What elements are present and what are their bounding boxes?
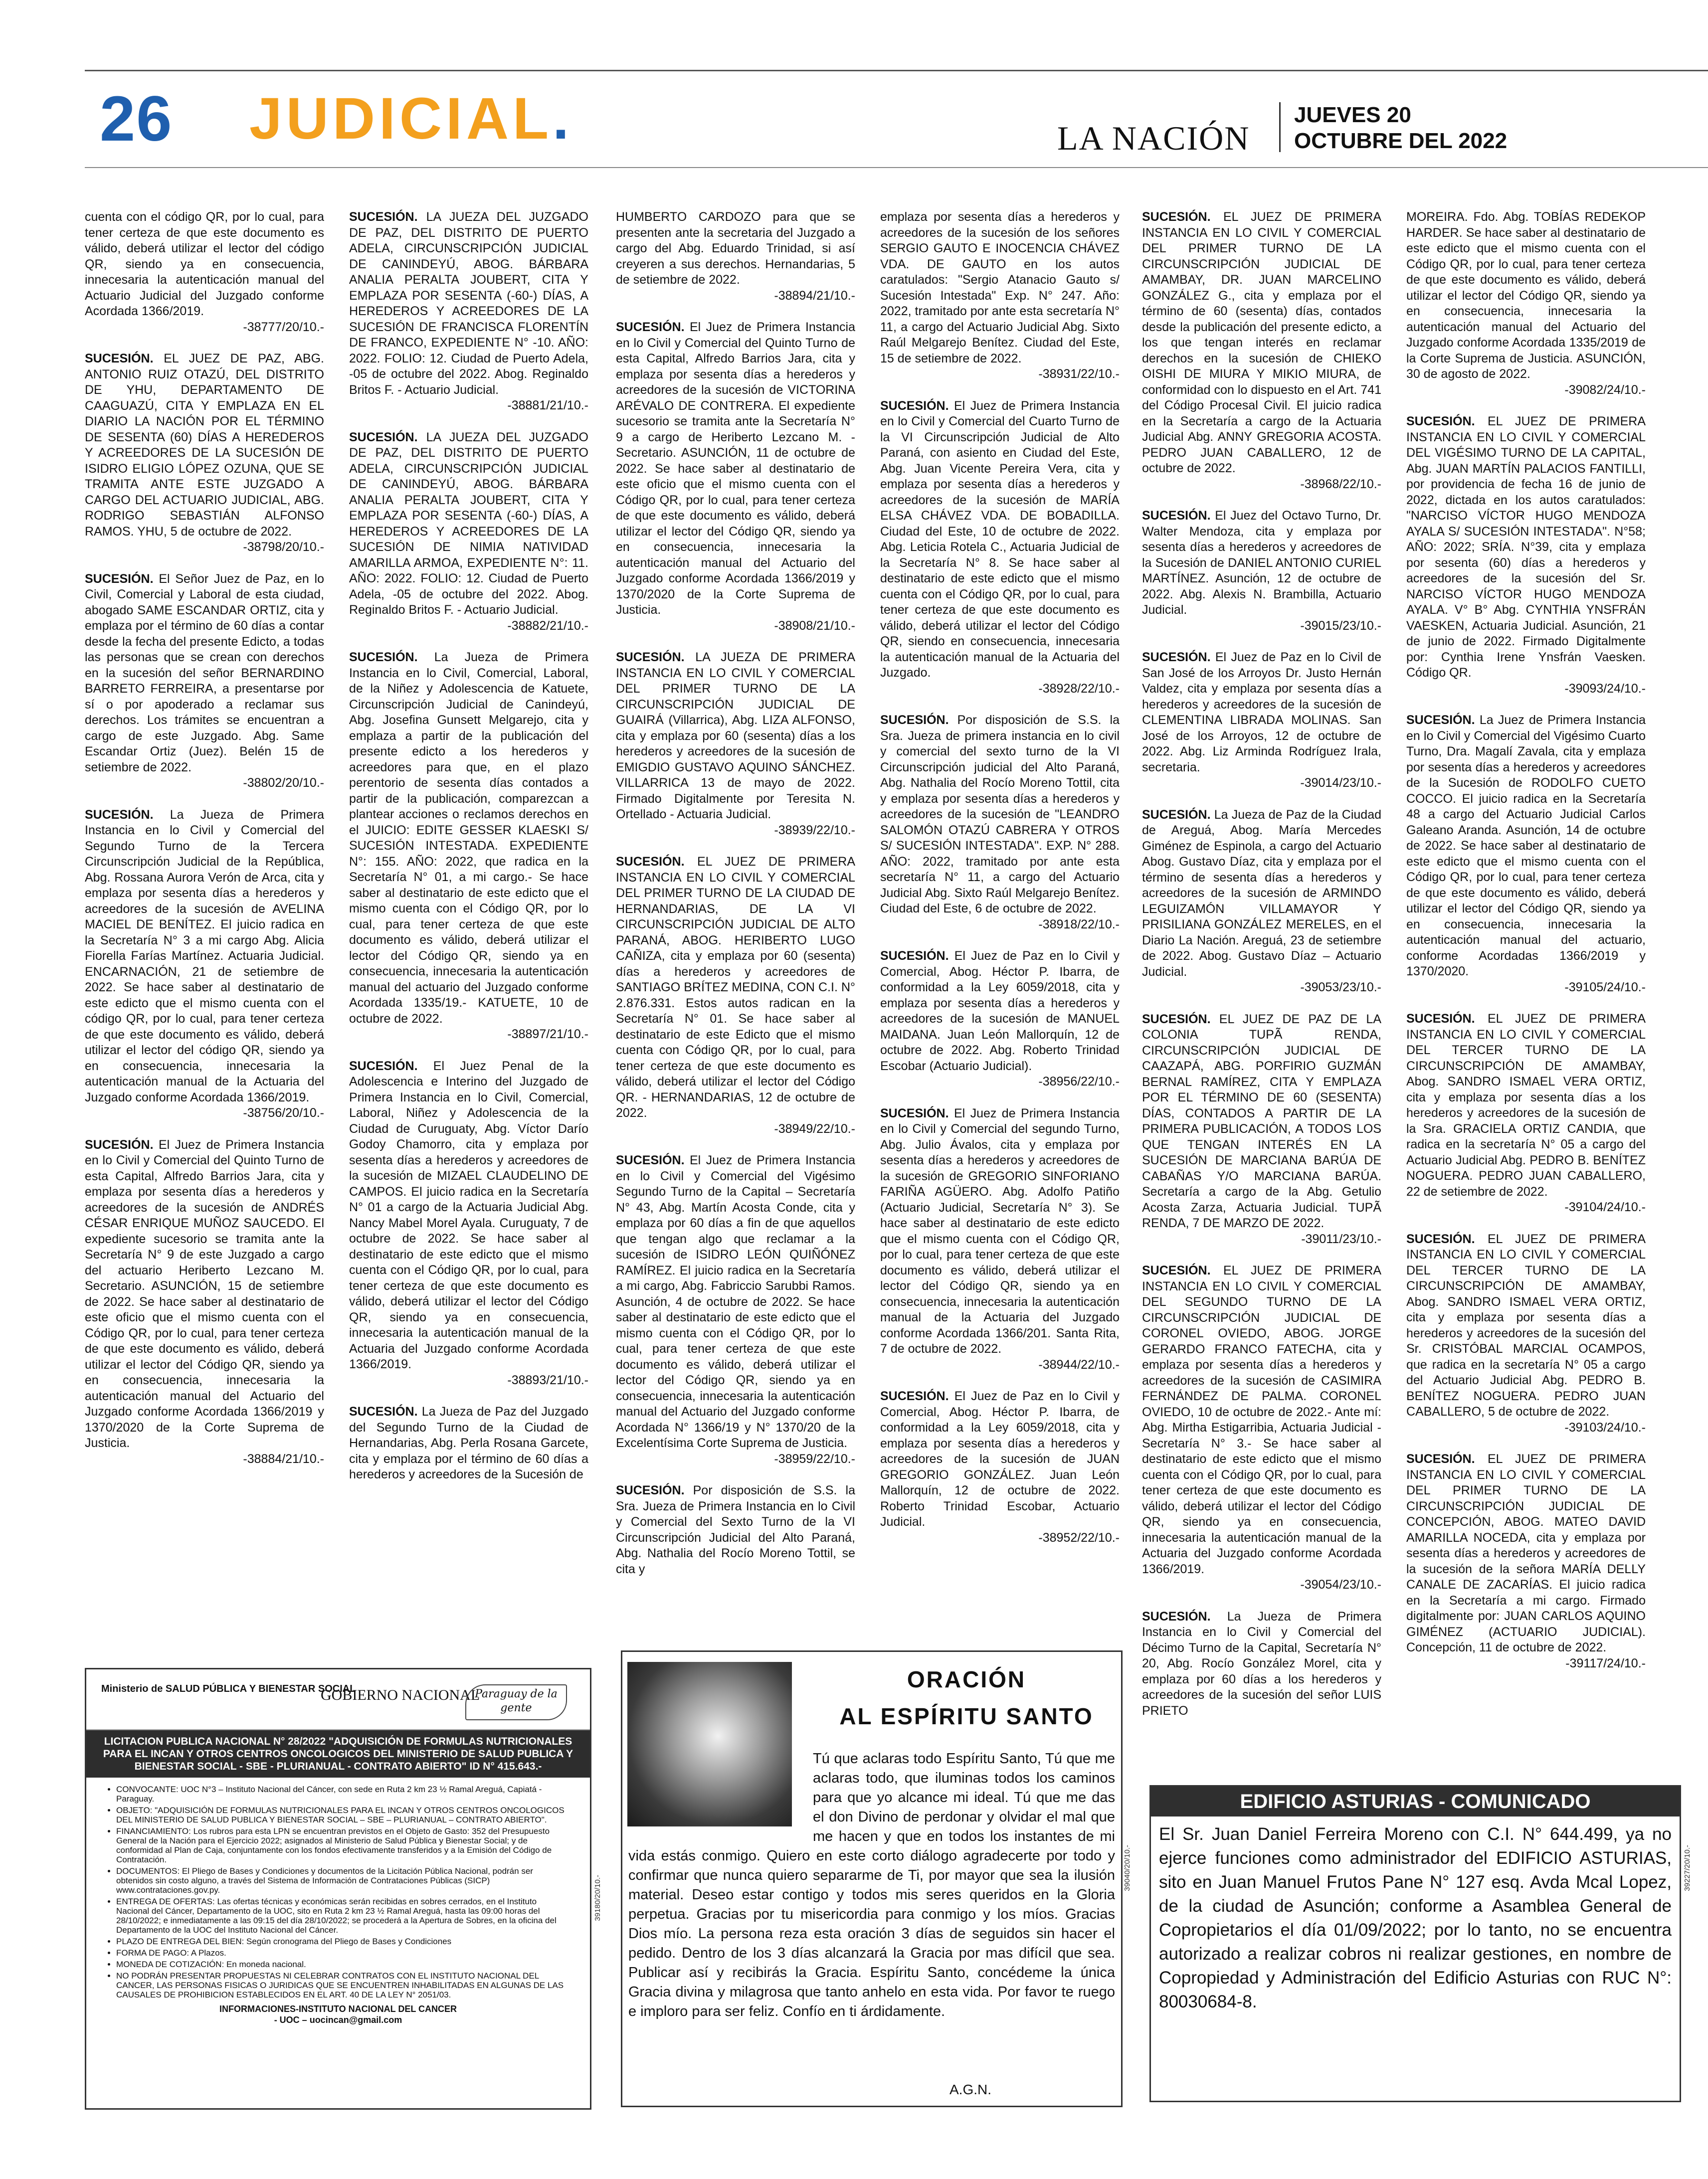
notice-keyword: SUCESIÓN.: [880, 1106, 949, 1120]
oracion-ad: [621, 1650, 1123, 2107]
edict-notice: [349, 650, 588, 1043]
notice-text: EL JUEZ DE PRIMERA INSTANCIA EN LO CIVIL Y COMERCIAL DEL TERCER TURNO DE LA CIRCUNSCRIPCIÓN DE AMAMBAY, Abog. SANDRO ISMAEL VERA ORTIZ, cita y emplaza por sesenta días a los herederos y acreedores de la sucesión de la Sra. GRACIELA ORTIZ CANDIA, que radica en la secretaría N° 05 a cargo del Actuario Judicial Abg. PEDRO B. BENÍTEZ NOGUERA. PEDRO JUAN CABALLERO, 22 de setiembre de 2022.: [1406, 1012, 1646, 1199]
notice-text: El Juez del Octavo Turno, Dr. Walter Mendoza, cita y emplaza por sesenta días a herederos y acreedores de la Sucesión de DANIEL ANTONIO CURIEL MARTÍNEZ. Asunción, 12 de octubre de 2022. Abg. Alexis N. Brambilla, Actuario Judicial.: [1142, 509, 1381, 617]
notice-text: EL JUEZ DE PRIMERA INSTANCIA EN LO CIVIL Y COMERCIAL DEL TERCER TURNO DE LA CIRCUNSCRIPCIÓN DE AMAMBAY, Abog. SANDRO ISMAEL VERA ORTIZ, cita y emplaza por sesenta días a herederos y acreedores de la sucesión del Sr. CRISTÓBAL MARCIAL OCAMPOS, que radica en la secretaría N° 05 a cargo del Actuario Judicial Abg. PEDRO B. BENÍTEZ NOGUERA. PEDRO JUAN CABALLERO, 5 de octubre de 2022.: [1406, 1232, 1646, 1419]
oracion-title: [822, 1661, 1111, 1735]
notice-reference: -39082/24/10.-: [1564, 382, 1646, 397]
asturias-ad: [1149, 1785, 1681, 2102]
header-separator: [1279, 102, 1281, 152]
column-1: [85, 209, 324, 1645]
notice-keyword: SUCESIÓN.: [1142, 807, 1211, 822]
notice-reference: -38928/22/10.-: [1038, 681, 1120, 696]
notice-text: Por disposición de S.S. la Sra. Jueza de primera instancia en lo civil y comercial del sexto turno de la VI Circunscripción judicial del Alto Paraná, Abg. Nathalia del Rocío Moreno Tottil, cita y emplaza por sesenta días a herederos y acreedores de la sucesión de "LEANDRO SALOMÓN OTAZÚ CABRERA Y OTROS S/ SUCESIÓN INTESTADA". EXP. N° 288. AÑO: 2022, tramitado por ante esta secretaría N° 11, a cargo del Actuario Judicial Abg. Sixto Raúl Melgarejo Benítez. Ciudad del Este, 6 de octubre de 2022.: [880, 713, 1120, 915]
edict-notice: [616, 209, 855, 304]
oracion-ref: 39040/20/10.-: [1123, 1845, 1132, 1891]
notice-reference: -39103/24/10.-: [1564, 1420, 1646, 1435]
section-dot: .: [553, 86, 573, 152]
notice-keyword: SUCESIÓN.: [880, 398, 949, 413]
date-month-year: OCTUBRE DEL 2022: [1294, 129, 1508, 153]
edict-notice: [349, 430, 588, 634]
edict-notice: [1406, 1452, 1646, 1671]
notice-text: EL JUEZ DE PRIMERA INSTANCIA EN LO CIVIL Y COMERCIAL DEL PRIMER TURNO DE LA CIRCUNSCRIPCIÓN JUDICIAL DE CONCEPCIÓN, ABOG. MATEO DAVID AMARILLA NOCEDA, cita y emplaza por sesenta días a herederos y acreedores de la sucesión de la señora MARÍA DELLY CANALE DE ZACARÍAS. El juicio radica en la Secretaría a mi cargo. Firmado digitalmente por: JUAN CARLOS AQUINO GIMÉNEZ (ACTUARIO JUDICIAL). Concepción, 11 de octubre de 2022.: [1406, 1452, 1646, 1654]
notice-text: El Juez de Primera Instancia en lo Civil y Comercial del Vigésimo Segundo Turno de la Capital – Secretaría N° 43, Abg. Martín Acosta Conde, cita y emplaza por 60 días a fin de que aquellos que tengan algo que reclamar a la sucesión de ISIDRO LEÓN QUIÑÓNEZ RAMÍREZ. El juicio radica en la Secretaría a mi cargo, Abg. Fabriccio Sarubbi Ramos. Asunción, 4 de octubre de 2022. Se hace saber al destinatario de este edicto que el mismo cuenta con el Código QR, por lo cual, para tener certeza de que este documento es válido, deberá utilizar el lector del Código QR, siendo ya en consecuencia, innecesaria la autenticación manual del Actuario del Juzgado conforme Acordada N° 1366/19 y N° 1370/20 de la Excelentísima Corte Suprema de Justicia.: [616, 1153, 856, 1450]
notice-keyword: SUCESIÓN.: [85, 571, 154, 586]
ministerio-logo: Ministerio de SALUD PÚBLICA Y BIENESTAR SOCIAL: [101, 1683, 356, 1694]
notice-reference: -38968/22/10.-: [1300, 477, 1381, 491]
edict-notice: [880, 209, 1120, 382]
notice-keyword: SUCESIÓN.: [1142, 1012, 1211, 1026]
notice-text: El Juez de Paz en lo Civil y Comercial, Abog. Héctor P. Ibarra, de conformidad a la Ley 6059/2018, cita y emplaza por sesenta días a herederos y acreedores de la sucesión de JUAN GREGORIO GONZÁLEZ. Juan León Mallorquín, 12 de octubre de 2022. Roberto Trinidad Escobar, Actuario Judicial.: [880, 1389, 1120, 1529]
notice-keyword: SUCESIÓN.: [616, 1153, 685, 1167]
notice-keyword: SUCESIÓN.: [349, 210, 418, 224]
edict-notice: [85, 351, 324, 555]
oracion-text: Tú que aclaras todo Espíritu Santo, Tú que me aclaras todo, que iluminas todos los caminos para que yo alcance mi ideal. Tú que me das el don Divino de perdonar y olvidar el mal que me hacen y que en todos los instantes de mi vida estás conmigo. Quiero en este corto diálogo agradecerte por todo y confirmar que nunca quiero separarme de Ti, por mayor que sea la ilusión material. Deseo estar contigo y todos mis seres queridos en la Gloria perpetua. Gracias por tu misericordia para conmigo y los míos. Gracias Dios mío. La persona reza esta oración 3 días de seguidos sin hacer el pedido. Dentro de los 3 días alcanzará la Gracia por mas difícil que sea. Publicar así y recibirás la Gracia. Espíritu Santo, concédeme la única Gracia divina y milagrosa que tanto anhelo en esta vida. Por favor te ruego e imploro para ser feliz. Confío en ti árdidamente.: [628, 1751, 1115, 2019]
oracion-text-block: [622, 1749, 1121, 2021]
column-5: [1142, 209, 1381, 1875]
column-3: [616, 209, 855, 1690]
notice-keyword: SUCESIÓN.: [616, 855, 685, 869]
notice-reference: -39011/23/10.-: [1301, 1232, 1381, 1246]
edict-notice: [1406, 209, 1646, 398]
notice-text: La Jueza de Primera Instancia en lo Civil, Comercial, Laboral, de la Niñez y Adolescencia de Katuete, Circunscripción Judicial de Canindeyú, Abg. Josefina Gunsett Melgarejo, cita y emplaza a partir de la publicación del presente edicto a los herederos y acreedores para que, en el plazo perentorio de sesenta días contados a partir de la publicación, comparezcan a plantear acciones o reclamos derechos en el JUICIO: EDITE GESSER KLAESKI S/ SUCESIÓN INTESTADA. EXPEDIENTE N°: 155. AÑO: 2022, que radica en la Secretaría N° 01, a mi cargo.- Se hace saber al destinatario de este edicto que el mismo cuenta con el Código QR, por lo cual, para tener certeza de que este documento es válido, deberá utilizar el lector del Código QR, siendo ya en consecuencia, innecesaria la autenticación manual del actuario del Juzgado conforme Acordada 1335/19.- KATUETE, 10 de octubre de 2022.: [349, 650, 588, 1026]
notice-text: La Jueza de Paz de la Ciudad de Areguá, Abog. María Mercedes Giménez de Espinola, a cargo del Actuario Abog. Gustavo Díaz, cita y emplaza por el término de sesenta días a herederos y acreedores de la sucesión de ARMINDO LEGUIZAMÓN VILLAMAYOR Y PRISILIANA GONZÁLEZ MERELES, en el Diario La Nación. Areguá, 23 de setiembre de 2022. Abog. Gustavo Díaz – Actuario Judicial.: [1142, 807, 1381, 979]
notice-text: LA JUEZA DEL JUZGADO DE PAZ, DEL DISTRITO DE PUERTO ADELA, CIRCUNSCRIPCIÓN JUDICIAL DE CANINDEYÚ, ABOG. BÁRBARA ANALIA PERALTA JOUBERT, CITA Y EMPLAZA POR SESENTA (-60-) DÍAS, A HEREDEROS Y ACREEDORES DE LA SUCESIÓN DE FRANCISCA FLORENTÍN DE FRANCO, EXPEDIENTE N° -10. AÑO: 2022. FOLIO: 12. Ciudad de Puerto Adela, -05 de octubre del 2022. Abog. Reginaldo Britos F. - Actuario Judicial.: [349, 210, 589, 397]
column-4: [880, 209, 1120, 1705]
notice-text: EL JUEZ DE PRIMERA INSTANCIA EN LO CIVIL Y COMERCIAL DEL PRIMER TURNO DE LA CIRCUNSCRIPCIÓN JUDICIAL DE AMAMBAY, DR. JUAN MARCELINO GONZÁLEZ G., cita y emplaza por el término de 60 (sesenta) días, contados desde la publicación del presente edicto, a los que tengan interés en reclamar derechos en la sucesión de CHIEKO OISHI DE MIURA Y MIKIO MIURA, de conformidad con lo dispuesto en el Art. 741 del Código Procesal Civil. El juicio radica en la Secretaría a cargo de la Actuaria Judicial Abg. ANNY GREGORIA ACOSTA. PEDRO JUAN CABALLERO, 12 de octubre de 2022.: [1142, 210, 1381, 475]
notice-text: La Jueza de Primera Instancia en lo Civil y Comercial del Segundo Turno de la Tercera Circunscripción Judicial de la República, Abg. Rossana Aurora Verón de Arca, cita y emplaza por sesenta días a herederos y acreedores de la sucesión de AVELINA MACIEL DE BENÍTEZ. El juicio radica en la Secretaría N° 3 a mi cargo Abg. Alicia Fiorella Farías Martínez. Actuaria Judicial. ENCARNACIÓN, 21 de setiembre de 2022. Se hace saber al destinatario de este edicto que el mismo cuenta con el código QR, por lo cual, para tener certeza de que este documento es válido, deberá utilizar el lector del código QR, siendo ya en consecuencia, innecesaria la autenticación manual de la Actuaria del Juzgado conforme Acordada 1366/2019.: [85, 807, 324, 1104]
edict-notice: [1142, 1012, 1381, 1248]
notice-keyword: SUCESIÓN.: [85, 352, 154, 365]
newspaper-logo: LA NACIÓN: [1057, 119, 1250, 157]
notice-text: El Juez de Primera Instancia en lo Civil y Comercial del Cuarto Turno de la VI Circunscripción Judicial de Alto Paraná, con asiento en Ciudad del Este, Abg. Juan Vicente Pereira Vera, cita y emplaza por sesenta días a herederos y acreedores de la sucesión de MARÍA ELSA CHÁVEZ VDA. DE BOBADILLA. Ciudad del Este, 10 de octubre de 2022. Abg. Leticia Rotela C., Actuaria Judicial de la Secretaría N° 8. Se hace saber al destinatario de este edicto que el mismo cuenta con el Código QR, por lo cual, para tener certeza de que este documento es válido, deberá utilizar el lector del Código QR, siendo en consecuencia, innecesaria la autenticación manual de la Actuaria del Juzgado.: [880, 398, 1120, 680]
header-rule: [85, 167, 1708, 168]
notice-reference: -38756/20/10.-: [243, 1106, 324, 1120]
notice-reference: -38894/21/10.-: [774, 288, 855, 303]
page-number: 26: [100, 83, 173, 155]
notice-reference: -38908/21/10.-: [774, 618, 855, 633]
notice-text: El Juez Penal de la Adolescencia e Interino del Juzgado de Primera Instancia en lo Civil, Comercial, Laboral, Niñez y Adolescencia de la Ciudad de Curuguaty, Abg. Víctor Darío Godoy Chamorro, cita y emplaza por sesenta días a herederos y acreedores de la sucesión de MIZAEL CLAUDELINO DE CAMPOS. El juicio radica en la Secretaría N° 01 a cargo de la Actuaria Judicial Abg. Nancy Mabel Morel Ayala. Curuguaty, 7 de octubre de 2022. Se hace saber al destinatario de este edicto que el mismo cuenta con el Código QR, por lo cual, para tener certeza de que este documento es válido, deberá utilizar el lector del Código QR, siendo ya en consecuencia, innecesaria la autenticación manual de la Actuaria del Juzgado conforme Acordada 1366/2019.: [349, 1059, 588, 1371]
edict-notice: [1142, 209, 1381, 492]
notice-text: La Juez de Primera Instancia en lo Civil y Comercial del Vigésimo Cuarto Turno, Dra. Magalí Zavala, cita y emplaza por sesenta días a herederos y acreedores de la Sucesión de RODOLFO CUETO COCCO. El juicio radica en la Secretaría 48 a cargo del Actuario Judicial Carlos Galeano Aranda. Asunción, 14 de octubre de 2022. Se hace saber al destinatario de este edicto que el mismo cuenta con el Código QR, por lo cual, para tener certeza de que este documento es válido, deberá utilizar el lector del Código QR, siendo ya en consecuencia, innecesaria la autenticación manual del actuario, conforme Acordadas 1366/2019 y 1370/2020.: [1406, 713, 1646, 978]
notice-keyword: SUCESIÓN.: [880, 713, 949, 727]
notice-keyword: SUCESIÓN.: [1406, 1012, 1475, 1026]
oracion-title-line1: ORACIÓN: [907, 1666, 1026, 1692]
oracion-signature: A.G.N.: [949, 2082, 991, 2097]
column-6: [1406, 209, 1646, 1670]
notice-reference: -39104/24/10.-: [1564, 1200, 1646, 1214]
licitacion-item: • MONEDA DE COTIZACIÓN: En moneda nacional.: [116, 1960, 570, 1969]
notice-reference: -38959/22/10.-: [774, 1452, 855, 1466]
licitacion-footer-info: INFORMACIONES-INSTITUTO NACIONAL DEL CANCER: [219, 2004, 457, 2014]
edict-notice: [616, 1483, 855, 1577]
edict-notice: [616, 854, 855, 1137]
notice-keyword: SUCESIÓN.: [1406, 1232, 1475, 1246]
notice-text: LA JUEZA DEL JUZGADO DE PAZ, DEL DISTRITO DE PUERTO ADELA, CIRCUNSCRIPCIÓN JUDICIAL DE CANINDEYÚ, ABOG. BÁRBARA ANALIA PERALTA JOUBERT, CITA Y EMPLAZA POR SESENTA (-60-) DÍAS, A HEREDEROS Y ACREEDORES DE LA SUCESIÓN DE NIMIA NATIVIDAD AMARILLA ARMOA, EXPEDIENTE N°: 11. AÑO: 2022. FOLIO: 12. Ciudad de Puerto Adela, -05 de octubre del 2022. Abog. Reginaldo Britos F. - Actuario Judicial.: [349, 430, 589, 617]
notice-reference: -38884/21/10.-: [243, 1452, 324, 1466]
asturias-ref: 39227/20/10.-: [1683, 1845, 1692, 1891]
licitacion-item: • PLAZO DE ENTREGA DEL BIEN: Según cronograma del Pliego de Bases y Condiciones: [116, 1937, 570, 1946]
notice-text: Por disposición de S.S. la Sra. Jueza de Primera Instancia en lo Civil y Comercial del Sexto Turno de la VI Circunscripción Judicial del Alto Paraná, Abg. Nathalia del Rocío Moreno Tottil, se cita y: [616, 1483, 855, 1576]
notice-keyword: SUCESIÓN.: [1406, 414, 1475, 428]
edict-notice: [1406, 713, 1646, 995]
notice-reference: -39105/24/10.-: [1564, 980, 1646, 994]
edict-notice: [616, 320, 855, 634]
section-name: JUDICIAL: [249, 86, 553, 152]
notice-keyword: SUCESIÓN.: [349, 430, 418, 444]
licitacion-item: • ENTREGA DE OFERTAS: Las ofertas técnicas y económicas serán recibidas en sobres cerrados, en el Instituto Nacional del Cáncer, Departamento de la UOC, sito en Ruta 2 km 23 ½ Ramal Areguá, hasta las 09:00 horas del 28/10/2022; e inmediatamente a las 09:15 del día 28/10/2022; se procederá a la Apertura de Sobres, en la oficina del Departamento de la UOC del Instituto Nacional del Cáncer.: [116, 1897, 570, 1935]
notice-reference: -38897/21/10.-: [507, 1027, 588, 1041]
notice-keyword: SUCESIÓN.: [1142, 210, 1211, 224]
notice-keyword: SUCESIÓN.: [85, 807, 154, 822]
notice-text: EL JUEZ DE PRIMERA INSTANCIA EN LO CIVIL Y COMERCIAL DEL VIGÉSIMO TURNO DE LA CAPITAL, Abg. JUAN MARTÍN PALACIOS FANTILLI, por providencia de fecha 16 de junio de 2022, dictada en los autos caratulados: "NARCISO VÍCTOR HUGO MENDOZA AYALA S/ SUCESIÓN INTESTADA". N°58; AÑO: 2022; SRÍA. N°39, cita y emplaza por sesenta (60) días a herederos y acreedores de la sucesión del Sr. NARCISO VÍCTOR HUGO MENDOZA AYALA. V° B° Abg. CYNTHIA YNSFRÁN VAESKEN, Actuaria Judicial. Asunción, 21 de junio de 2022. Firmado Digitalmente por: Cynthia Irene Ynsfrán Vaesken. Código QR.: [1406, 414, 1646, 680]
notice-reference: -39015/23/10.-: [1300, 618, 1381, 633]
notice-keyword: SUCESIÓN.: [349, 1059, 418, 1073]
paraguay-slogan-logo: Paraguay de la gente: [465, 1684, 567, 1720]
licitacion-item: • FINANCIAMIENTO: Los rubros para esta LPN se encuentran previstos en el Objeto de Gasto: 352 del Presupuesto General de la Nación para el Ejercicio 2022; asignados al Ministerio de Salud Pública y Bienestar Social; y de conformidad al Plan de Caja, conjuntamente con los fondos efectivamente transferidos y a la Emisión del Código de Contratación.: [116, 1826, 570, 1864]
edict-notice: [880, 713, 1120, 932]
notice-reference: -38893/21/10.-: [507, 1373, 588, 1387]
notice-reference: -38931/22/10.-: [1038, 367, 1120, 381]
oracion-title-line2: AL ESPÍRITU SANTO: [839, 1703, 1094, 1729]
notice-reference: -39054/23/10.-: [1300, 1578, 1381, 1592]
edict-notice: [880, 1106, 1120, 1373]
ad-logos: [86, 1669, 590, 1730]
asturias-text: El Sr. Juan Daniel Ferreira Moreno con C.I. N° 644.499, ya no ejerce funciones como administrador del EDIFICIO ASTURIAS, sito en Juan Manuel Frutos Pane N° 127 esq. Avda Mcal Lopez, de la ciudad de Asunción; conforme a Asamblea General de Copropietarios el día 01/09/2022; por lo tanto, no se encuentra autorizado a realizar cobros ni realizar gestiones, en nombre de Copropiedad y Administración del Edificio Asturias con RUC N°: 80030684-8.: [1159, 1824, 1672, 2011]
notice-text: LA JUEZA DE PRIMERA INSTANCIA EN LO CIVIL Y COMERCIAL DEL PRIMER TURNO DE LA CIRCUNSCRIPCIÓN JUDICIAL DE GUAIRÁ (Villarrica), Abg. LIZA ALFONSO, cita y emplaza por 60 (sesenta) días a los herederos y acreedores de la sucesión de EMIGDIO GUSTAVO AQUINO SÁNCHEZ. VILLARRICA 13 de mayo de 2022. Firmado Digitalmente por Teresita N. Ortellado - Actuaria Judicial.: [616, 650, 855, 821]
notice-text: El Juez de Primera Instancia en lo Civil y Comercial del Quinto Turno de esta Capital, Alfredo Barrios Jara, cita y emplaza por sesenta días a herederos y acreedores de la sucesión de ANDRÉS CÉSAR ENRIQUE MUÑOZ SAUCEDO. El expediente sucesorio se tramita ante la Secretaría N° 9 de este Juzgado a cargo del actuario Heriberto Lezcano M. Secretario. ASUNCIÓN, 15 de setiembre de 2022. Se hace saber al destinatario de este oficio que el mismo cuenta con el Código QR, por lo cual, para tener certeza de que este documento es válido, deberá utilizar el lector del Código QR, siendo ya en consecuencia, innecesaria la autenticación manual del Actuario del Juzgado conforme Acordada 1366/2019 y 1370/2020 de la Corte Suprema de Justicia.: [85, 1137, 325, 1450]
notice-reference: -39093/24/10.-: [1564, 681, 1646, 696]
edict-notice: [349, 1404, 588, 1483]
notice-text: EL JUEZ DE PAZ DE LA COLONIA TUPÃ RENDA, CIRCUNSCRIPCIÓN JUDICIAL DE CAAZAPÁ, ABG. PORFIRIO GUZMÁN BERNAL RAMÍREZ, CITA Y EMPLAZA POR EL TÉRMINO DE 60 (SESENTA) DÍAS, CONTADOS A PARTIR DE LA PRIMERA PUBLICACIÓN, A TODOS LOS QUE TENGAN INTERÉS EN LA SUCESIÓN DE MARCIANA BARÚA DE CABAÑAS Y/O MARCIANA BARÚA. Secretaría a cargo de la Abg. Getulio Acosta Zarza, Actuaria Judicial. TUPÃ RENDA, 7 DE MARZO DE 2022.: [1142, 1012, 1382, 1230]
licitacion-item: • NO PODRÁN PRESENTAR PROPUESTAS NI CELEBRAR CONTRATOS CON EL INSTITUTO NACIONAL DEL CANCER, LAS PERSONAS FISICAS O JURIDICAS QUE SE ENCUENTREN INHABILITADAS EN ALGUNAS DE LAS CAUSALES DE PROHIBICION ESTABLECIDOS EN EL ART. 40 DE LA LEY N° 2051/03.: [116, 1971, 570, 1999]
edict-notice: [1142, 508, 1381, 634]
edict-notice: [616, 650, 855, 838]
notice-text: La Jueza de Paz del Juzgado del Segundo Turno de la Ciudad de Hernandarias, Abg. Perla Rosana Garcete, cita y emplaza por el término de 60 días a herederos y acreedores de la Sucesión de: [349, 1405, 588, 1481]
edict-notice: [349, 209, 588, 414]
notice-text: HUMBERTO CARDOZO para que se presenten ante la secretaria del Juzgado a cargo del Abg. Eduardo Trinidad, si así creyeren a sus derechos. Hernandarias, 5 de setiembre de 2022.: [616, 210, 855, 287]
notice-keyword: SUCESIÓN.: [85, 1137, 154, 1152]
licitacion-item: • FORMA DE PAGO: A Plazos.: [116, 1948, 570, 1958]
notice-reference: -38882/21/10.-: [507, 618, 588, 633]
licitacion-items: [86, 1785, 590, 1999]
notice-reference: -38802/20/10.-: [243, 776, 324, 790]
notice-text: EL JUEZ DE PAZ, ABG. ANTONIO RUIZ OTAZÚ, DEL DISTRITO DE YHU, DEPARTAMENTO DE CAAGUAZÚ, CITA Y EMPLAZA EN EL DIARIO LA NACIÓN POR EL TÉRMINO DE SESENTA (60) DÍAS A HEREDEROS Y ACREEDORES DE LA SUCESIÓN DE ISIDRO ELIGIO LÓPEZ OZUNA, QUE SE TRAMITA ANTE ESTE JUZGADO A CARGO DEL ACTUARIO JUDICIAL, ABG. RODRIGO SEBASTIÁN ALFONSO RAMOS. YHU, 5 de octubre de 2022.: [85, 352, 324, 539]
notice-keyword: SUCESIÓN.: [349, 650, 418, 664]
edict-notice: [1406, 1011, 1646, 1216]
edict-notice: [1142, 1263, 1381, 1593]
notice-text: EL JUEZ DE PRIMERA INSTANCIA EN LO CIVIL Y COMERCIAL DEL PRIMER TURNO DE LA CIUDAD DE HERNANDARIAS, DE LA VI CIRCUNSCRIPCIÓN JUDICIAL DE ALTO PARANÁ, ABOG. HERIBERTO LUGO CAÑIZA, cita y emplaza por 60 (sesenta) días a herederos y acreedores de SANTIAGO BRÍTEZ MEDINA, CON C.I. N° 2.876.331. Estos autos radican en la Secretaría N° 01. Se hace saber al destinatario de este Edicto que el mismo cuenta con Código QR, por lo cual, para tener certeza de que este documento es válido, deberá utilizar el lector del Código QR. - HERNANDARIAS, 12 de octubre de 2022.: [616, 855, 855, 1120]
notice-reference: -39117/24/10.-: [1565, 1656, 1646, 1670]
notice-reference: -39014/23/10.-: [1300, 776, 1381, 790]
notice-text: cuenta con el código QR, por lo cual, para tener certeza de que este documento es válido, deberá utilizar el lector del código QR, siendo ya en consecuencia, innecesaria la autenticación manual del Actuario Judicial del Juzgado conforme Acordada 1366/2019.: [85, 210, 324, 318]
edict-notice: [616, 1153, 855, 1467]
notice-text: El Juez de Primera Instancia en lo Civil y Comercial del segundo Turno, Abg. Julio Ávalos, cita y emplaza por sesenta días a herederos y acreedores de la sucesión de GREGORIO SINFORIANO FARIÑA AGÜERO. Abg. Adolfo Patiño (Actuario Judicial, Secretaría N° 3). Se hace saber al destinatario de este edicto que el mismo cuenta con el Código QR, por lo cual, para tener certeza de que este documento es válido, deberá utilizar el lector del Código QR, siendo ya en consecuencia, innecesaria la autenticación manual de la Actuaria del Juzgado conforme Acordada 1366/201. Santa Rita, 7 de octubre de 2022.: [880, 1106, 1120, 1356]
section-title: [249, 85, 573, 153]
notice-reference: -38798/20/10.-: [243, 540, 324, 554]
notice-reference: -38952/22/10.-: [1038, 1530, 1120, 1545]
notice-text: La Jueza de Primera Instancia en lo Civil y Comercial del Décimo Turno de la Capital, Secretaría N° 20, Abg. Rocío González Morel, cita y emplaza por 60 días a los herederos y acreedores de la sucesión del señor LUIS PRIETO: [1142, 1609, 1381, 1718]
notice-reference: -38939/22/10.-: [774, 823, 855, 837]
top-rule: [85, 70, 1708, 71]
notice-keyword: SUCESIÓN.: [1142, 1609, 1211, 1624]
edict-notice: [880, 1389, 1120, 1546]
notice-text: EL JUEZ DE PRIMERA INSTANCIA EN LO CIVIL Y COMERCIAL DEL SEGUNDO TURNO DE LA CIRCUNSCRIPCIÓN JUDICIAL DE CORONEL OVIEDO, ABOG. JORGE GERARDO FRANCO FATECHA, cita y emplaza por sesenta días a herederos y acreedores de la sucesión de CASIMIRA FERNÁNDEZ DE PALMA. CORONEL OVIEDO, 10 de octubre de 2022.- Ante mí: Abg. Mirtha Estigarribia, Actuaria Judicial - Secretaría N° 3.- Se hace saber al destinatario de este edicto que el mismo cuenta con el Código QR, por lo cual, para tener certeza de que este documento es válido, deberá utilizar el lector del Código QR, siendo ya en consecuencia, innecesaria la autenticación manual de la Actuaria del Juzgado conforme Acordada 1366/2019.: [1142, 1264, 1381, 1576]
notice-reference: -38956/22/10.-: [1038, 1075, 1120, 1089]
licitacion-footer-email: - UOC – uocincan@gmail.com: [274, 2015, 402, 2025]
notice-text: El Juez de Primera Instancia en lo Civil y Comercial del Quinto Turno de esta Capital, Alfredo Barrios Jara, cita y emplaza por sesenta días a herederos y acreedores de la sucesión de VICTORINA ARÉVALO DE CONTRERA. El expediente sucesorio se tramita ante la Secretaría N° 9 a cargo de Heriberto Lezcano M. - Secretario. ASUNCIÓN, 11 de octubre de 2022. Se hace saber al destinatario de este oficio que el mismo cuenta con el Código QR, por lo cual, para tener certeza de que este documento es válido, deberá utilizar el lector del Código QR, siendo ya en consecuencia, innecesaria la autenticación manual del Actuario del Juzgado conforme Acordada 1366/2019 y 1370/2020 de la Corte Suprema de Justicia.: [616, 320, 856, 617]
notice-keyword: SUCESIÓN.: [616, 650, 685, 664]
date-weekday: JUEVES 20: [1294, 103, 1411, 127]
notice-reference: -38918/22/10.-: [1038, 917, 1120, 931]
licitacion-ad: [85, 1668, 591, 2110]
notice-keyword: SUCESIÓN.: [1406, 1452, 1475, 1466]
notice-keyword: SUCESIÓN.: [616, 1483, 685, 1497]
edict-notice: [85, 209, 324, 335]
notice-keyword: SUCESIÓN.: [1142, 1264, 1211, 1277]
licitacion-title: LICITACION PUBLICA NACIONAL N° 28/2022 "ADQUISICIÓN DE FORMULAS NUTRICIONALES PARA EL INCAN Y OTROS CENTROS ONCOLOGICOS DEL MINISTERIO DE SALUD PUBLICA Y BIENESTAR SOCIAL - SBE - PLURIANUAL - CONTRATO ABIERTO" ID N° 415.643.-: [86, 1730, 590, 1778]
edict-notice: [1142, 650, 1381, 791]
notice-reference: -38949/22/10.-: [774, 1121, 855, 1136]
licitacion-item: • OBJETO: "ADQUISICIÓN DE FORMULAS NUTRICIONALES PARA EL INCAN Y OTROS CENTROS ONCOLOGICOS DEL MINISTERIO DE SALUD PUBLICA Y BIENESTAR SOCIAL – SBE – PLURIANUAL – CONTRATO ABIERTO".: [116, 1806, 570, 1824]
edict-notice: [349, 1059, 588, 1389]
notice-text: El Juez de Paz en lo Civil y Comercial, Abog. Héctor P. Ibarra, de conformidad a la Ley 6059/2018, cita y emplaza por sesenta días a herederos y acreedores de la sucesión de MANUEL MAIDANA. Juan León Mallorquín, 12 de octubre de 2022. Abg. Roberto Trinidad Escobar (Actuario Judicial).: [880, 949, 1120, 1073]
gobierno-logo: GOBIERNO NACIONAL: [321, 1687, 480, 1703]
edict-notice: [1142, 1609, 1381, 1719]
edict-notice: [85, 807, 324, 1121]
edict-notice: [1406, 414, 1646, 697]
notice-keyword: SUCESIÓN.: [880, 1389, 949, 1403]
edict-notice: [880, 948, 1120, 1090]
licitacion-item: • DOCUMENTOS: El Pliego de Bases y Condiciones y documentos de la Licitación Pública Nacional, podrán ser obtenidos sin costo alguno, a través del Sistema de Información de Contrataciones Públicas (SICP) www.contrataciones.gov.py.: [116, 1866, 570, 1895]
licitacion-footer: [86, 2003, 590, 2025]
notice-text: El Juez de Paz en lo Civil de San José de los Arroyos Dr. Justo Hernán Valdez, cita y emplaza por sesenta días a herederos y acreedores de la sucesión de CLEMENTINA LIBRADA MOLINAS. San José de los Arroyos, 12 de octubre de 2022. Abg. Liz Arminda Rodríguez Irala, secretaria.: [1142, 650, 1381, 774]
column-2: [349, 209, 588, 1645]
notice-keyword: SUCESIÓN.: [1406, 713, 1475, 727]
edict-notice: [85, 571, 324, 791]
notice-text: El Señor Juez de Paz, en lo Civil, Comercial y Laboral de esta ciudad, abogado SAME ESCANDAR ORTIZ, cita y emplaza por el término de 60 días a contar desde la fecha del presente Edicto, a todas las personas que se crean con derechos en la sucesión del señor BERNARDINO BARRETO FERREIRA, a presentarse por sí o por apoderado a reclamar sus derechos. Los trámites se encuentran a cargo de este Juzgado. Abg. Same Escandar Ortiz (Juez). Belén 15 de setiembre de 2022.: [85, 571, 324, 774]
notice-keyword: SUCESIÓN.: [880, 949, 949, 963]
edict-notice: [1142, 807, 1381, 996]
notice-text: MOREIRA. Fdo. Abg. TOBÍAS REDEKOP HARDER. Se hace saber al destinatario de este edicto que el mismo cuenta con el Código QR, por lo cual, para tener certeza de que este documento es válido, deberá utilizar el lector del Código QR, siendo ya en consecuencia, innecesaria la autenticación manual del Actuario del Juzgado conforme Acordada 1335/2019 de la Corte Suprema de Justicia. ASUNCIÓN, 30 de agosto de 2022.: [1406, 210, 1646, 381]
licitacion-item: • CONVOCANTE: UOC N°3 – Instituto Nacional del Cáncer, con sede en Ruta 2 km 23 ½ Ramal Areguá, Capiatá - Paraguay.: [116, 1785, 570, 1804]
edict-notice: [880, 398, 1120, 697]
notice-reference: -38944/22/10.-: [1038, 1357, 1120, 1372]
notice-keyword: SUCESIÓN.: [349, 1405, 418, 1419]
edict-notice: [85, 1137, 324, 1467]
notice-reference: -38777/20/10.-: [243, 320, 324, 334]
asturias-title: EDIFICIO ASTURIAS - COMUNICADO: [1151, 1787, 1680, 1816]
licitacion-ref: 39180/20/10.-: [593, 1875, 602, 1921]
issue-date: [1294, 102, 1507, 154]
notice-reference: -38881/21/10.-: [507, 398, 588, 412]
notice-text: emplaza por sesenta días a herederos y acreedores de la sucesión de los señores SERGIO GAUTO E INOCENCIA CHÁVEZ VDA. DE GAUTO en los autos caratulados: "Sergio Atanacio Gauto s/ Sucesión Intestada" Exp. N° 247. Año: 2022, tramitado por ante esta secretaría N° 11, a cargo del Actuario Judicial Abg. Sixto Raúl Melgarejo Benítez. Ciudad del Este, 15 de setiembre de 2022.: [880, 210, 1120, 365]
notice-keyword: SUCESIÓN.: [1142, 509, 1211, 523]
notice-reference: -39053/23/10.-: [1300, 980, 1381, 994]
notice-keyword: SUCESIÓN.: [616, 320, 685, 334]
edict-notice: [1406, 1232, 1646, 1436]
notice-keyword: SUCESIÓN.: [1142, 650, 1211, 664]
